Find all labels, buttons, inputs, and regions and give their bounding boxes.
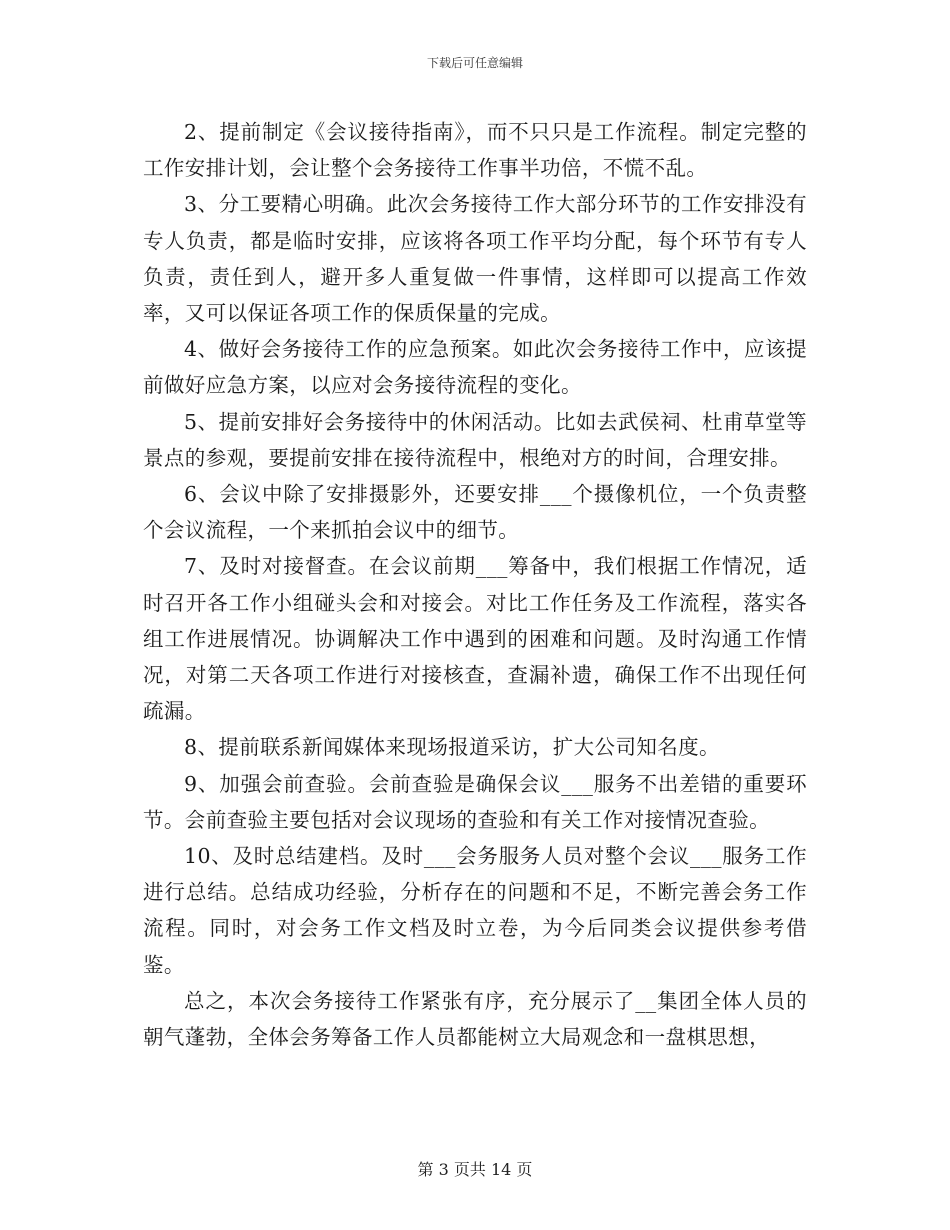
- paragraph-6: 6、会议中除了安排摄影外，还要安排___个摄像机位，一个负责整个会议流程，一个来抓拍会议中的细节。: [143, 482, 807, 543]
- paragraph-9: 9、加强会前查验。会前查验是确保会议___服务不出差错的重要环节。会前查验主要包括对会议现场的查验和有关工作对接情况查验。: [143, 771, 807, 832]
- page-number: 第 3 页共 14 页: [417, 1160, 533, 1179]
- paragraph-summary: 总之，本次会务接待工作紧张有序，充分展示了__集团全体人员的朝气蓬勃，全体会务筹备工作人员都能树立大局观念和一盘棋思想，: [143, 988, 807, 1050]
- paragraph-10: 10、及时总结建档。及时___会务服务人员对整个会议___服务工作进行总结。总结成功经验，分析存在的问题和不足，不断完善会务工作流程。同时，对会务工作文档及时立卷，为今后同类会议提供参考借鉴。: [143, 844, 807, 977]
- paragraph-5: 5、提前安排好会务接待中的休闲活动。比如去武侯祠、杜甫草堂等景点的参观，要提前安排在接待流程中，根绝对方的时间，合理安排。: [143, 409, 807, 470]
- paragraph-4: 4、做好会务接待工作的应急预案。如此次会务接待工作中，应该提前做好应急方案，以应对会务接待流程的变化。: [143, 337, 807, 398]
- paragraph-3: 3、分工要精心明确。此次会务接待工作大部分环节的工作安排没有专人负责，都是临时安排，应该将各项工作平均分配，每个环节有专人负责，责任到人，避开多人重复做一件事情，这样即可以提高工作效率，又可以保证各项工作的保质保量的完成。: [143, 192, 807, 326]
- page-header: 下载后可任意编辑: [426, 56, 523, 70]
- document-body: [143, 114, 807, 1055]
- paragraph-2: 2、提前制定《会议接待指南》，而不只只是工作流程。制定完整的工作安排计划，会让整个会务接待工作事半功倍，不慌不乱。: [143, 120, 807, 181]
- paragraph-8: 8、提前联系新闻媒体来现场报道采访，扩大公司知名度。: [184, 735, 720, 760]
- paragraph-7: 7、及时对接督查。在会议前期___筹备中，我们根据工作情况，适时召开各工作小组碰头会和对接会。对比工作任务及工作流程，落实各组工作进展情况。协调解决工作中遇到的困难和问题。及时沟通工作情况，对第二天各项工作进行对接核查，查漏补遗，确保工作不出现任何疏漏。: [143, 554, 807, 724]
